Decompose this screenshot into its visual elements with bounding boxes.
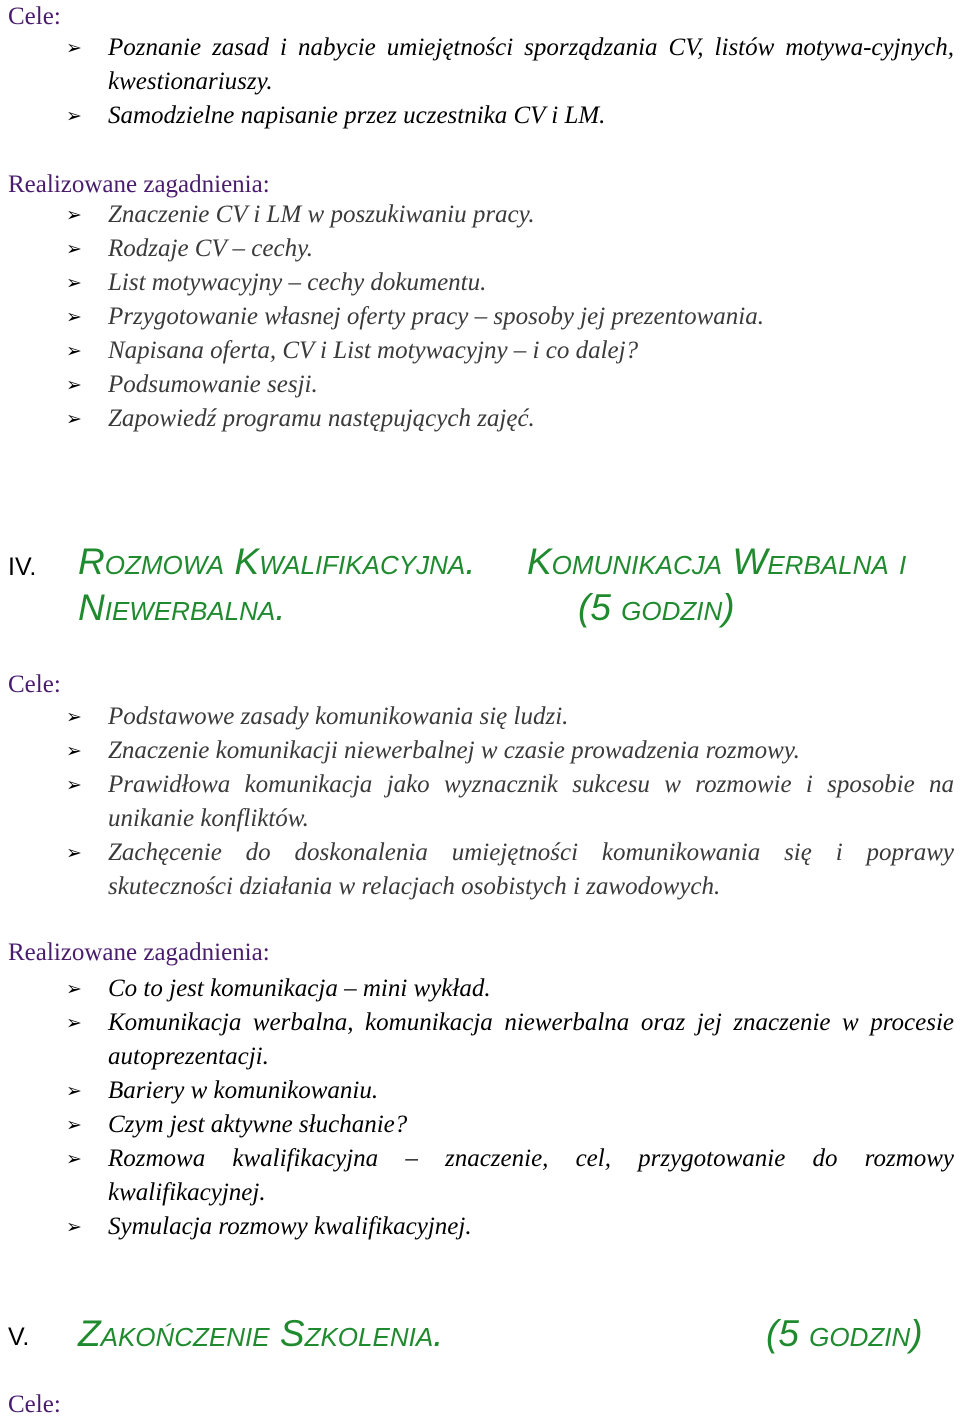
arrowhead-bullet-icon: ➢ (66, 706, 82, 728)
arrowhead-bullet-icon: ➢ (66, 1216, 82, 1238)
list-item: ➢ Podstawowe zasady komunikowania się ludzi. (66, 700, 954, 734)
section-duration: (5 godzin) (578, 587, 735, 628)
arrowhead-bullet-icon: ➢ (66, 374, 82, 396)
section-number: IV. (8, 553, 37, 581)
list-item: ➢ Komunikacja werbalna, komunikacja niewerbalna oraz jej znaczenie w procesie autoprezentacji. (66, 1006, 954, 1074)
list-item: ➢ Zachęcenie do doskonalenia umiejętności komunikowania się i poprawy skuteczności działania w relacjach osobistych i zawodowych. (66, 836, 954, 904)
arrowhead-bullet-icon: ➢ (66, 842, 82, 864)
list-item: ➢ Bariery w komunikowaniu. (66, 1074, 954, 1108)
list-item: ➢ Znaczenie komunikacji niewerbalnej w czasie prowadzenia rozmowy. (66, 734, 954, 768)
list-item: ➢ Zapowiedź programu następujących zajęć. (66, 402, 954, 436)
list-item: ➢ Rodzaje CV – cechy. (66, 232, 954, 266)
goals-label: Cele: (8, 671, 61, 698)
list-item: ➢ List motywacyjny – cechy dokumentu. (66, 266, 954, 300)
section-title-line2: Niewerbalna. (78, 587, 286, 628)
section-duration: (5 godzin) (766, 1313, 923, 1354)
list-item: ➢ Samodzielne napisanie przez uczestnika CV i LM. (66, 99, 954, 133)
section-title-continued: Komunikacja Werbalna i (527, 541, 907, 582)
topics-label: Realizowane zagadnienia: (8, 939, 270, 966)
section-number: V. (8, 1323, 30, 1351)
list-item: ➢ Prawidłowa komunikacja jako wyznacznik sukcesu w rozmowie i sposobie na unikanie konfliktów. (66, 768, 954, 836)
arrowhead-bullet-icon: ➢ (66, 1012, 82, 1034)
list-item: ➢ Znaczenie CV i LM w poszukiwaniu pracy. (66, 198, 954, 232)
arrowhead-bullet-icon: ➢ (66, 306, 82, 328)
arrowhead-bullet-icon: ➢ (66, 978, 82, 1000)
arrowhead-bullet-icon: ➢ (66, 340, 82, 362)
arrowhead-bullet-icon: ➢ (66, 37, 82, 59)
arrowhead-bullet-icon: ➢ (66, 204, 82, 226)
list-item: ➢ Poznanie zasad i nabycie umiejętności sporządzania CV, listów motywa-cyjnych, kwestionariuszy. (66, 31, 954, 99)
list-item: ➢ Symulacja rozmowy kwalifikacyjnej. (66, 1210, 954, 1244)
arrowhead-bullet-icon: ➢ (66, 774, 82, 796)
section-title: Zakończenie Szkolenia. (78, 1313, 444, 1354)
list-item: ➢ Napisana oferta, CV i List motywacyjny – i co dalej? (66, 334, 954, 368)
arrowhead-bullet-icon: ➢ (66, 408, 82, 430)
arrowhead-bullet-icon: ➢ (66, 272, 82, 294)
list-item: ➢ Podsumowanie sesji. (66, 368, 954, 402)
list-item: ➢ Czym jest aktywne słuchanie? (66, 1108, 954, 1142)
arrowhead-bullet-icon: ➢ (66, 105, 82, 127)
goals-label: Cele: (8, 1391, 61, 1418)
arrowhead-bullet-icon: ➢ (66, 1080, 82, 1102)
list-item: ➢ Rozmowa kwalifikacyjna – znaczenie, cel, przygotowanie do rozmowy kwalifikacyjnej. (66, 1142, 954, 1210)
list-item: ➢ Co to jest komunikacja – mini wykład. (66, 972, 954, 1006)
arrowhead-bullet-icon: ➢ (66, 238, 82, 260)
arrowhead-bullet-icon: ➢ (66, 1148, 82, 1170)
section-title: Rozmowa Kwalifikacyjna. (78, 541, 476, 582)
topics-label: Realizowane zagadnienia: (8, 171, 270, 198)
arrowhead-bullet-icon: ➢ (66, 1114, 82, 1136)
list-item: ➢ Przygotowanie własnej oferty pracy – sposoby jej prezentowania. (66, 300, 954, 334)
arrowhead-bullet-icon: ➢ (66, 740, 82, 762)
goals-label: Cele: (8, 3, 61, 30)
